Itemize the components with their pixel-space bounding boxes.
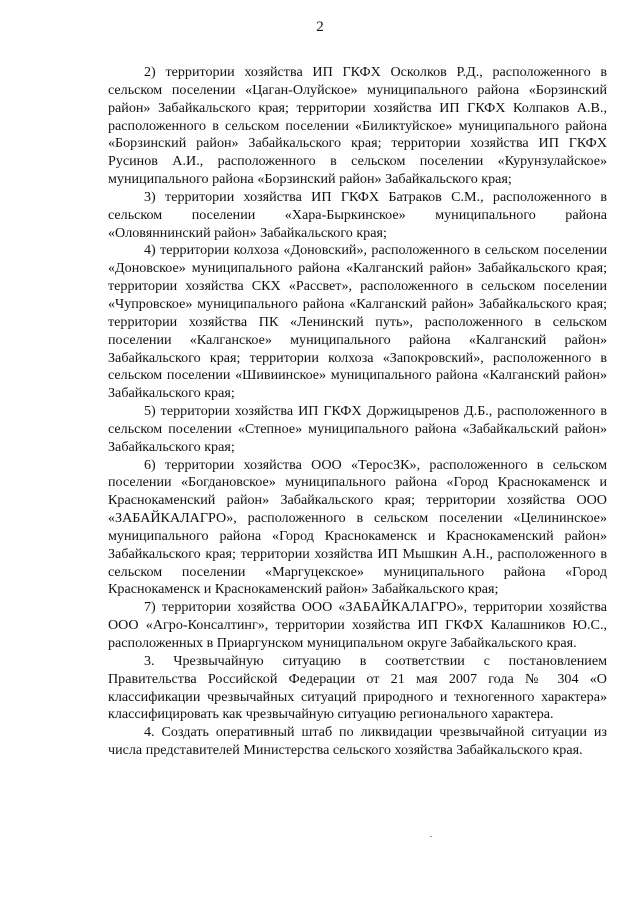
paragraph-item-4: 4) территории колхоза «Доновский», расположенного в сельском поселении «Доновское» муниципального района «Калганский район» Забайкальского края; территории хозяйства СКХ «Рассвет», расположенного в сельском поселении «Чупровское» муниципального района «Калганский район» Забайкальского края; территории хозяйства ПК «Ленинский путь», расположенного в сельском поселении «Калганское» муниципального района «Калганский район» Забайкальского края; территории колхоза «Запокровский», расположенного в сельском поселении «Шивиинское» муниципального района «Калганский район» Забайкальского края; bbox=[108, 242, 607, 402]
document-body bbox=[108, 64, 607, 760]
paragraph-item-2: 2) территории хозяйства ИП ГКФХ Осколков Р.Д., расположенного в сельском поселении «Цаган-Олуйское» муниципального района «Борзинский район» Забайкальского края; территории хозяйства ИП ГКФХ Колпаков А.В., расположенного в сельском поселении «Биликтуйское» муниципального района «Борзинский район» Забайкальского края; территории хозяйства ИП ГКФХ Русинов А.И., расположенного в сельском поселении «Курунзулайское» муниципального района «Борзинский район» Забайкальского края; bbox=[108, 64, 607, 188]
paragraph-item-3: 3) территории хозяйства ИП ГКФХ Батраков С.М., расположенного в сельском поселении «Хара-Быркинское» муниципального района «Оловяннинский район» Забайкальского края; bbox=[108, 188, 607, 241]
scan-speck bbox=[430, 836, 432, 837]
page-number: 2 bbox=[316, 19, 324, 35]
paragraph-item-6: 6) территории хозяйства ООО «ТеросЗК», расположенного в сельском поселении «Богдановское» муниципального района «Город Краснокаменск и Краснокаменский район» Забайкальского края; территории хозяйства ООО «ЗАБАЙКАЛАГРО», расположенного в сельском поселении «Целининское» муниципального района «Город Краснокаменск и Краснокаменский район» Забайкальского края; территории хозяйства ИП Мышкин А.Н., расположенного в сельском поселении «Маргуцекское» муниципального района «Город Краснокаменск и Краснокаменский район» Забайкальского края; bbox=[108, 456, 607, 598]
paragraph-section-4: 4. Создать оперативный штаб по ликвидации чрезвычайной ситуации из числа представителей Министерства сельского хозяйства Забайкальского края. bbox=[108, 724, 607, 759]
paragraph-item-5: 5) территории хозяйства ИП ГКФХ Доржицыренов Д.Б., расположенного в сельском поселении «Степное» муниципального района «Забайкальский район» Забайкальского края; bbox=[108, 403, 607, 455]
paragraph-item-7: 7) территории хозяйства ООО «ЗАБАЙКАЛАГРО», территории хозяйства ООО «Агро-Консалтинг», территории хозяйства ИП ГКФХ Калашников Ю.С., расположенных в Приаргунском муниципальном округе Забайкальского края. bbox=[108, 599, 607, 651]
paragraph-section-3: 3. Чрезвычайную ситуацию в соответствии с постановлением Правительства Российской Федерации от 21 мая 2007 года № 304 «О классификации чрезвычайных ситуаций природного и техногенного характера» классифицировать как чрезвычайную ситуацию регионального характера. bbox=[108, 652, 607, 723]
